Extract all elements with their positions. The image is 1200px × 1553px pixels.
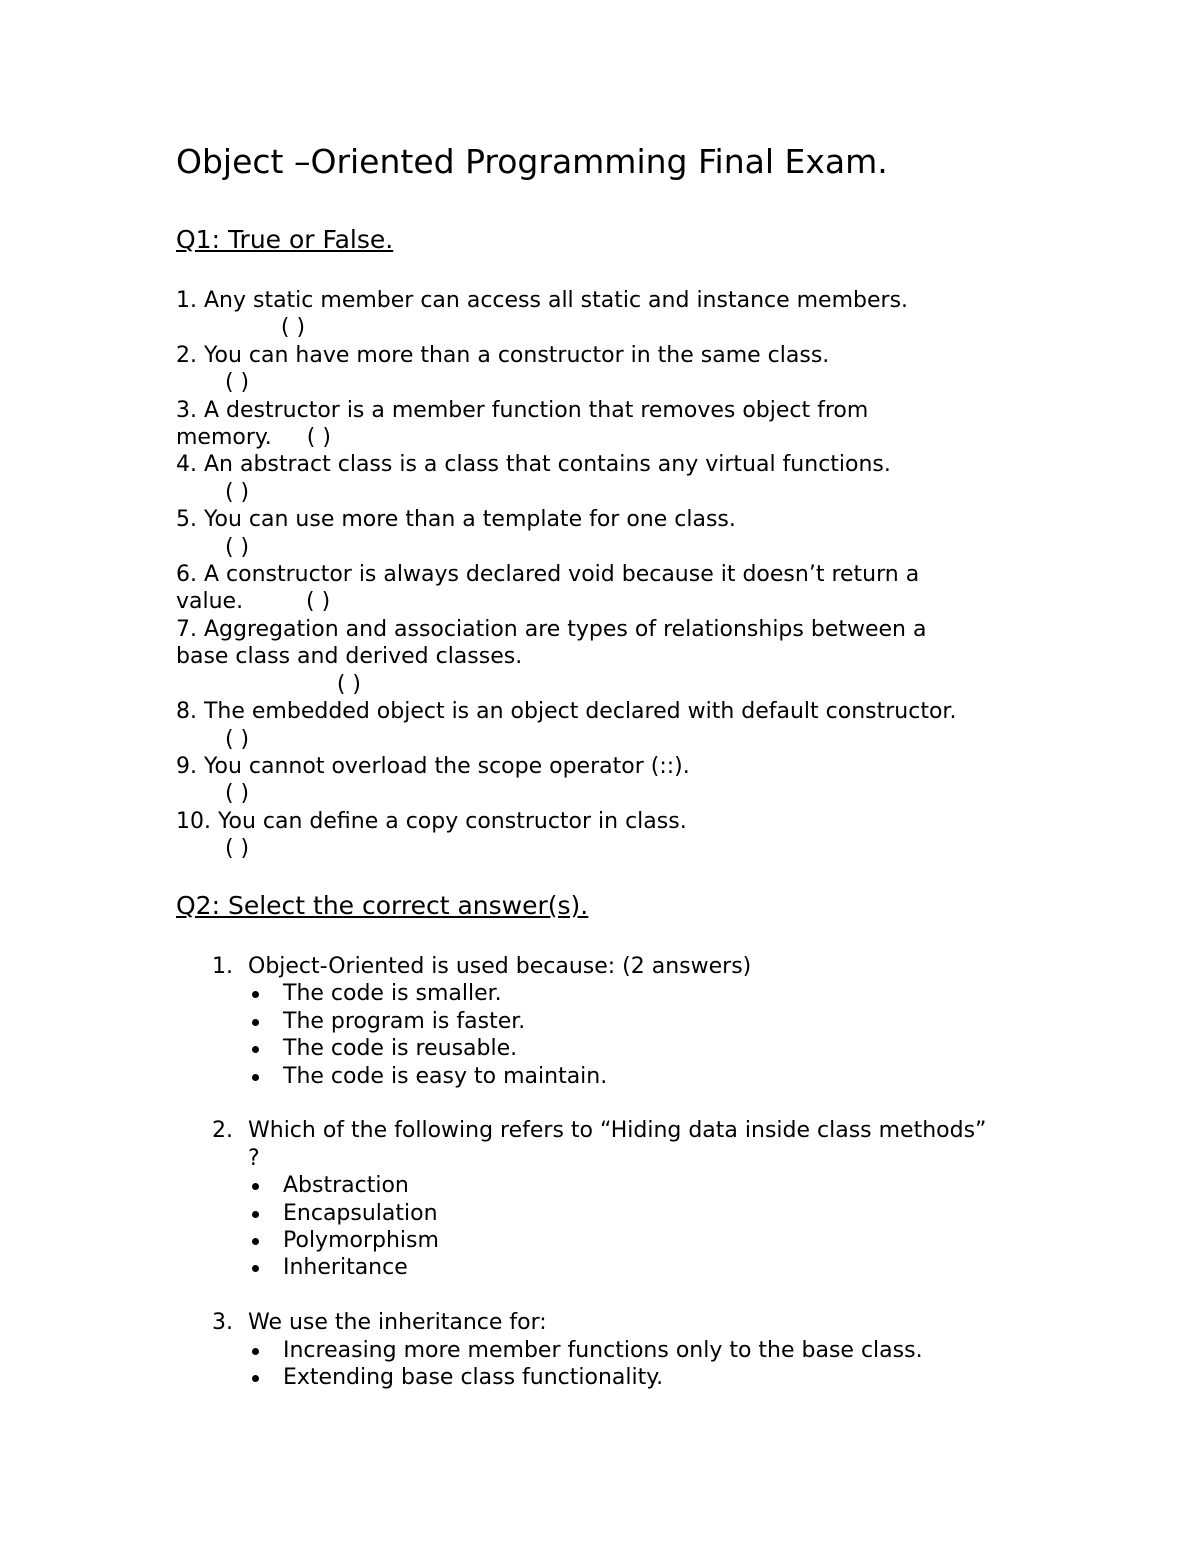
true-false-item [176,808,1026,863]
option-text: The code is easy to maintain. [283,1063,608,1089]
true-false-list [176,287,1026,863]
question-text: Which of the following refers to “Hiding data inside class methods” ? [248,1118,987,1171]
answer-blank[interactable]: ( ) [336,671,362,697]
statement-text: 4. An abstract class is a class that contains any virtual functions. [176,452,891,478]
answer-blank[interactable]: ( ) [224,534,250,560]
answer-option[interactable] [248,1035,992,1062]
true-false-item [176,561,1026,616]
question-text: We use the inheritance for: [248,1310,547,1336]
true-false-item [176,698,1026,753]
answer-blank[interactable]: ( ) [280,315,306,341]
statement-text: memory. [176,425,272,451]
bullet-icon [252,1375,259,1382]
statement-text: value. [176,589,244,615]
answer-option[interactable] [248,980,992,1007]
true-false-item [176,753,1026,808]
bullet-icon [252,1019,259,1026]
true-false-item [176,342,1026,397]
answer-blank[interactable]: ( ) [224,781,250,807]
answer-blank[interactable]: ( ) [306,589,331,615]
answer-option[interactable] [248,1364,992,1391]
bullet-icon [252,1348,259,1355]
option-text: Increasing more member functions only to the base class. [283,1337,923,1363]
answer-option[interactable] [248,1172,992,1199]
answer-options [248,1337,992,1392]
statement-text: 3. A destructor is a member function that removes object from [176,397,869,423]
bullet-icon [252,1238,259,1245]
answer-option[interactable] [248,1337,992,1364]
answer-blank[interactable]: ( ) [224,726,250,752]
true-false-item [176,451,1026,506]
mc-question [212,1117,992,1281]
mc-question [212,953,992,1090]
answer-options [248,980,992,1090]
mc-question [212,1309,992,1391]
bullet-icon [252,1183,259,1190]
multiple-choice-list [212,953,992,1419]
true-false-item [176,616,1026,698]
option-text: Extending base class functionality. [283,1365,664,1391]
option-text: Encapsulation [283,1200,438,1226]
statement-text: 2. You can have more than a constructor in the same class. [176,342,830,368]
bullet-icon [252,991,259,998]
answer-option[interactable] [248,1254,992,1281]
option-text: The code is smaller. [283,981,502,1007]
question-number: 3. [212,1310,233,1336]
statement-text: 6. A constructor is always declared void because it doesn’t return a [176,562,920,588]
answer-option[interactable] [248,1008,992,1035]
q1-heading: Q1: True or False. [176,225,394,254]
option-text: Abstraction [283,1173,409,1199]
answer-blank[interactable]: ( ) [224,370,250,396]
answer-option[interactable] [248,1200,992,1227]
question-number: 1. [212,954,233,979]
bullet-icon [252,1074,259,1081]
true-false-item [176,397,1026,452]
option-text: The code is reusable. [283,1036,518,1062]
answer-option[interactable] [248,1063,992,1090]
answer-blank[interactable]: ( ) [224,836,250,862]
statement-text: 7. Aggregation and association are types of relationships between a [176,616,927,642]
statement-text: 9. You cannot overload the scope operator (::). [176,753,690,779]
answer-blank[interactable]: ( ) [224,479,250,505]
statement-text: 10. You can define a copy constructor in class. [176,808,687,834]
bullet-icon [252,1211,259,1218]
option-text: The program is faster. [283,1008,526,1034]
bullet-icon [252,1265,259,1272]
statement-text: base class and derived classes. [176,644,523,670]
statement-text: 5. You can use more than a template for one class. [176,507,736,533]
q2-heading: Q2: Select the correct answer(s). [176,891,589,920]
answer-blank[interactable]: ( ) [306,425,331,451]
exam-title: Object –Oriented Programming Final Exam. [176,142,888,181]
question-number: 2. [212,1118,233,1144]
answer-option[interactable] [248,1227,992,1254]
option-text: Inheritance [283,1255,408,1281]
option-text: Polymorphism [283,1228,439,1254]
true-false-item [176,506,1026,561]
true-false-item [176,287,1026,342]
question-text: Object-Oriented is used because: (2 answers) [248,954,752,979]
bullet-icon [252,1046,259,1053]
statement-text: 1. Any static member can access all static and instance members. [176,288,909,313]
statement-text: 8. The embedded object is an object declared with default constructor. [176,699,957,725]
answer-options [248,1172,992,1282]
